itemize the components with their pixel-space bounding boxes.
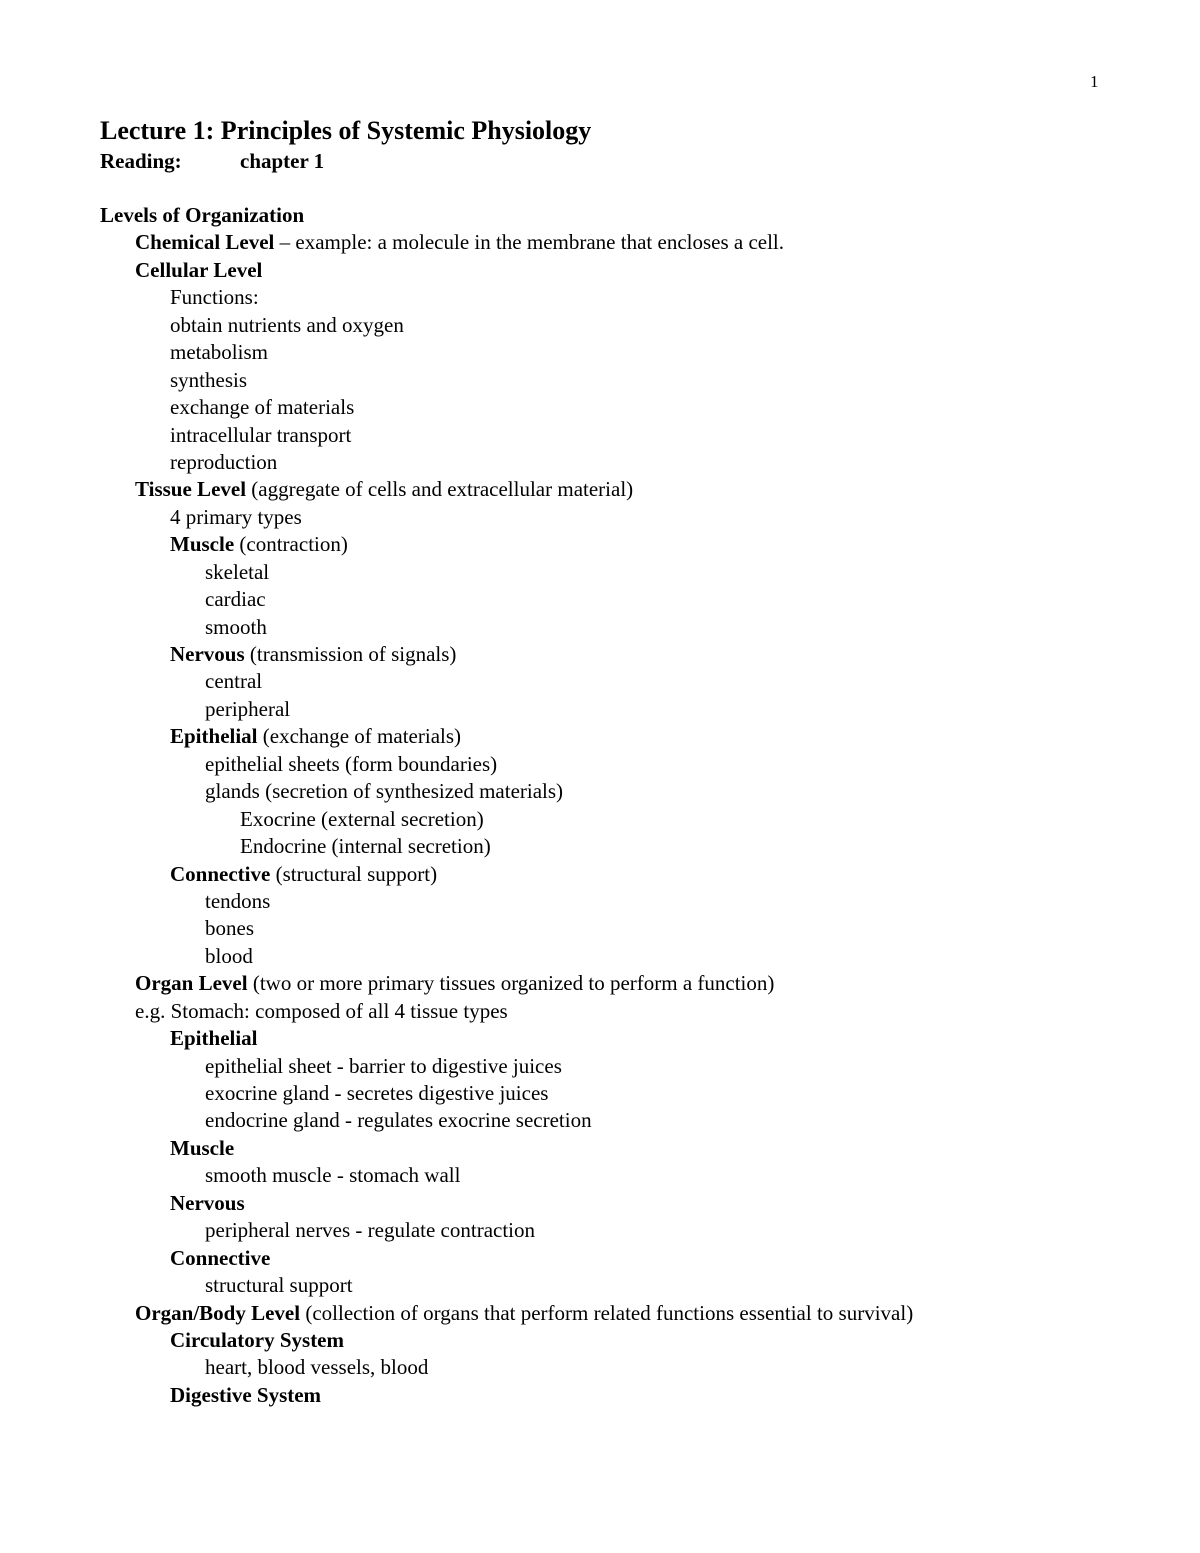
outline-item xyxy=(100,806,913,833)
outline-text: reproduction xyxy=(170,449,278,474)
outline-text: exocrine gland - secretes digestive juices xyxy=(205,1081,549,1105)
lecture-title: Lecture 1: Principles of Systemic Physiology xyxy=(100,116,592,145)
outline-heading: Cellular Level xyxy=(135,257,263,282)
outline-item xyxy=(100,559,913,586)
outline-list xyxy=(100,202,913,1409)
outline-item xyxy=(100,915,913,942)
outline-text: (exchange of materials) xyxy=(257,724,462,749)
outline-item xyxy=(100,422,913,449)
outline-item xyxy=(100,1217,913,1244)
outline-text: peripheral xyxy=(205,696,291,721)
outline-heading: Connective xyxy=(170,1245,271,1270)
outline-text: epithelial sheets (form boundaries) xyxy=(205,751,498,776)
outline-item xyxy=(100,476,913,503)
outline-item xyxy=(100,833,913,860)
outline-item xyxy=(100,1272,913,1299)
outline-text: obtain nutrients and oxygen xyxy=(170,312,404,337)
outline-item xyxy=(100,778,913,805)
outline-text: e.g. Stomach: composed of all 4 tissue types xyxy=(135,998,508,1023)
outline-text: intracellular transport xyxy=(170,422,352,447)
outline-heading: Connective xyxy=(170,861,271,886)
outline-heading: Muscle xyxy=(170,532,235,557)
outline-item xyxy=(100,449,913,476)
outline-text: glands (secretion of synthesized materials) xyxy=(205,779,564,804)
outline-text: (aggregate of cells and extracellular material) xyxy=(246,477,634,502)
outline-text: Functions: xyxy=(170,285,259,310)
outline-text: synthesis xyxy=(170,367,248,392)
page-number: 1 xyxy=(1090,72,1099,91)
outline-heading: Organ/Body Level xyxy=(135,1300,301,1325)
outline-text: (transmission of signals) xyxy=(244,642,457,666)
outline-item xyxy=(100,257,913,284)
outline-item xyxy=(100,1245,913,1272)
outline-text: structural support xyxy=(205,1273,353,1298)
outline-text: – example: a molecule in the membrane that encloses a cell. xyxy=(274,230,785,255)
outline-text: heart, blood vessels, blood xyxy=(205,1355,429,1380)
reading-value: chapter 1 xyxy=(240,149,325,173)
outline-text: central xyxy=(205,669,263,694)
outline-item xyxy=(100,696,913,723)
outline-item xyxy=(100,723,913,750)
outline-item xyxy=(100,998,913,1025)
outline-item xyxy=(100,312,913,339)
outline-item xyxy=(100,1300,913,1327)
outline-heading: Circulatory System xyxy=(170,1327,344,1352)
outline-text: 4 primary types xyxy=(170,504,302,529)
outline-item xyxy=(100,367,913,394)
outline-heading: Nervous xyxy=(170,642,245,666)
outline-heading: Organ Level xyxy=(135,971,248,996)
outline-text: tendons xyxy=(205,888,271,913)
outline-text: endocrine gland - regulates exocrine secretion xyxy=(205,1108,592,1133)
outline-text: cardiac xyxy=(205,587,266,612)
outline-item xyxy=(100,1382,913,1409)
outline-heading: Tissue Level xyxy=(135,477,247,502)
outline-text: (structural support) xyxy=(270,861,438,886)
outline-item xyxy=(100,394,913,421)
outline-item xyxy=(100,202,913,229)
outline-text: smooth xyxy=(205,614,267,639)
outline-heading: Levels of Organization xyxy=(100,203,305,227)
outline-text: epithelial sheet - barrier to digestive juices xyxy=(205,1053,562,1078)
outline-item xyxy=(100,751,913,778)
outline-item xyxy=(100,586,913,613)
outline-heading: Epithelial xyxy=(170,1026,258,1051)
outline-item xyxy=(100,339,913,366)
reading-label: Reading: xyxy=(100,149,182,173)
outline-item xyxy=(100,1162,913,1189)
outline-text: (two or more primary tissues organized to perform a function) xyxy=(247,971,775,996)
outline-text: metabolism xyxy=(170,340,268,365)
outline-item xyxy=(100,229,913,256)
outline-text: blood xyxy=(205,943,253,968)
outline-item xyxy=(100,1190,913,1217)
outline-item xyxy=(100,614,913,641)
outline-item xyxy=(100,1080,913,1107)
outline-item xyxy=(100,1135,913,1162)
outline-text: Exocrine (external secretion) xyxy=(240,806,484,831)
outline-item xyxy=(100,861,913,888)
outline-item xyxy=(100,668,913,695)
outline-heading: Nervous xyxy=(170,1190,245,1215)
outline-text: skeletal xyxy=(205,559,270,584)
outline-item xyxy=(100,1053,913,1080)
outline-text: peripheral nerves - regulate contraction xyxy=(205,1218,536,1243)
outline-item xyxy=(100,1107,913,1134)
outline-heading: Muscle xyxy=(170,1135,235,1160)
outline-item xyxy=(100,641,913,668)
outline-text: exchange of materials xyxy=(170,395,355,420)
outline-heading: Digestive System xyxy=(170,1382,322,1407)
outline-item xyxy=(100,1025,913,1052)
outline-item xyxy=(100,531,913,558)
outline-item xyxy=(100,504,913,531)
outline-item xyxy=(100,1327,913,1354)
reading-line xyxy=(100,148,325,174)
outline-item xyxy=(100,888,913,915)
outline-item xyxy=(100,970,913,997)
outline-item xyxy=(100,943,913,970)
outline-heading: Epithelial xyxy=(170,724,258,749)
outline-item xyxy=(100,284,913,311)
outline-heading: Chemical Level xyxy=(135,230,275,255)
outline-item xyxy=(100,1354,913,1381)
outline-text: smooth muscle - stomach wall xyxy=(205,1163,461,1188)
outline-text: bones xyxy=(205,916,254,941)
outline-text: (contraction) xyxy=(234,532,348,557)
outline-text: (collection of organs that perform related functions essential to survival) xyxy=(300,1300,914,1325)
outline-text: Endocrine (internal secretion) xyxy=(240,834,491,859)
